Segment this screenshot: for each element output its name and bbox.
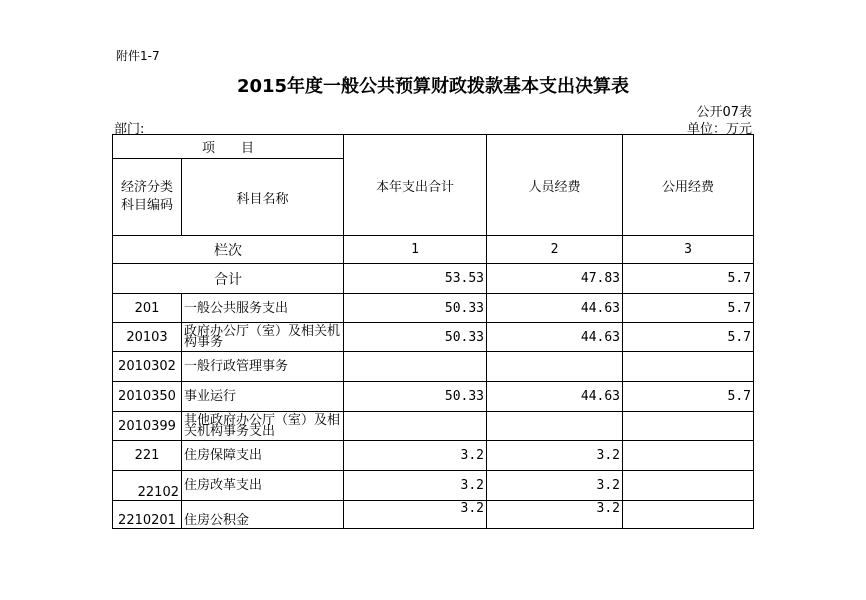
- row-total: 3.2: [344, 471, 487, 501]
- row-name: 事业运行: [182, 382, 344, 412]
- col-index-3: 3: [623, 236, 754, 264]
- row-personnel: 44.63: [487, 323, 623, 352]
- row-index-row: [113, 236, 754, 264]
- table-row: [113, 294, 754, 323]
- subject-name-header: 科目名称: [182, 159, 344, 236]
- row-total: 3.2: [344, 441, 487, 471]
- row-public: 5.7: [623, 382, 754, 412]
- total-row-personnel: 47.83: [487, 264, 623, 294]
- row-public: [623, 412, 754, 441]
- row-personnel: 3.2: [487, 471, 623, 501]
- row-code: 2210201: [113, 501, 182, 529]
- row-public: 5.7: [623, 323, 754, 352]
- row-code: 2010350: [113, 382, 182, 412]
- total-column-header: 本年支出合计: [344, 135, 487, 236]
- row-personnel: 3.2: [487, 441, 623, 471]
- row-index-label: 栏次: [113, 236, 344, 264]
- row-code: 22102: [113, 471, 182, 501]
- col-index-2: 2: [487, 236, 623, 264]
- row-code: 20103: [113, 323, 182, 352]
- public-column-header: 公用经费: [623, 135, 754, 236]
- row-total: 3.2: [344, 501, 487, 529]
- row-name: 住房保障支出: [182, 441, 344, 471]
- row-personnel: 3.2: [487, 501, 623, 529]
- table-code: 公开07表: [696, 105, 752, 120]
- row-total: [344, 412, 487, 441]
- row-total: 50.33: [344, 323, 487, 352]
- row-code: 2010399: [113, 412, 182, 441]
- total-row-label: 合计: [113, 264, 344, 294]
- unit-label: 单位：万元: [686, 122, 752, 137]
- col-index-1: 1: [344, 236, 487, 264]
- row-name: 住房改革支出: [182, 471, 344, 501]
- table-row: [113, 412, 754, 441]
- row-code: 221: [113, 441, 182, 471]
- table-row: [113, 471, 754, 501]
- row-public: [623, 441, 754, 471]
- total-row-total: 53.53: [344, 264, 487, 294]
- row-personnel: [487, 412, 623, 441]
- attachment-label: 附件1-7: [116, 49, 160, 63]
- row-personnel: 44.63: [487, 382, 623, 412]
- header-row-1: [113, 135, 754, 159]
- table-row: [113, 352, 754, 382]
- row-public: 5.7: [623, 294, 754, 323]
- row-name: 住房公积金: [182, 501, 344, 529]
- table-row: [113, 501, 754, 529]
- row-name: 一般行政管理事务: [182, 352, 344, 382]
- table-row: [113, 323, 754, 352]
- row-total: 50.33: [344, 382, 487, 412]
- row-public: [623, 471, 754, 501]
- personnel-column-header: 人员经费: [487, 135, 623, 236]
- row-public: [623, 501, 754, 529]
- project-header: 项 目: [113, 135, 344, 159]
- row-code: 2010302: [113, 352, 182, 382]
- row-public: [623, 352, 754, 382]
- department-label: 部门:: [114, 122, 145, 137]
- row-name: 政府办公厅（室）及相关机构事务: [182, 323, 344, 352]
- econ-code-header: 经济分类科目编码: [113, 159, 182, 236]
- row-code: 201: [113, 294, 182, 323]
- row-name: 其他政府办公厅（室）及相关机构事务支出: [182, 412, 344, 441]
- row-personnel: [487, 352, 623, 382]
- row-personnel: 44.63: [487, 294, 623, 323]
- row-name: 一般公共服务支出: [182, 294, 344, 323]
- page-title: 2015年度一般公共预算财政拨款基本支出决算表: [236, 76, 630, 97]
- expenditure-table: [112, 134, 754, 529]
- total-row: [113, 264, 754, 294]
- row-total: 50.33: [344, 294, 487, 323]
- table-row: [113, 382, 754, 412]
- row-total: [344, 352, 487, 382]
- total-row-public: 5.7: [623, 264, 754, 294]
- table-row: [113, 441, 754, 471]
